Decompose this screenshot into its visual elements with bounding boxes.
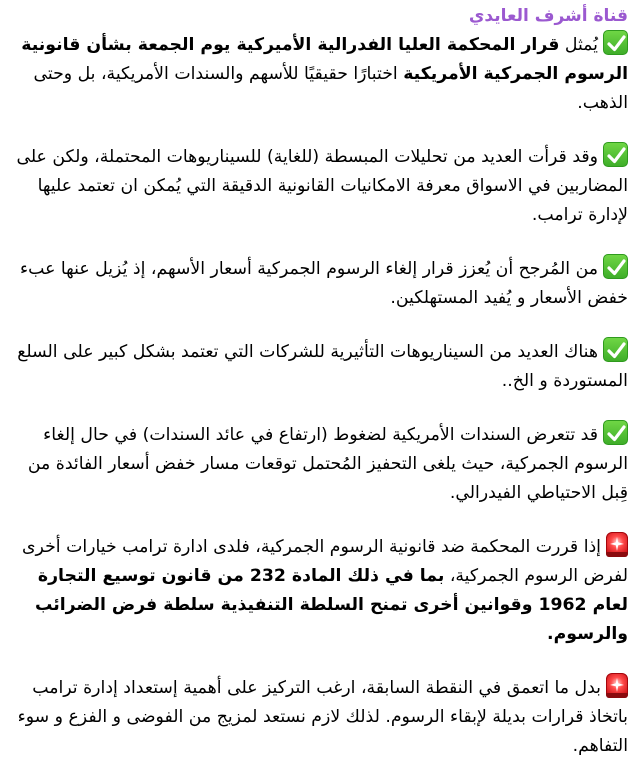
paragraph-text: وقد قرأت العديد من تحليلات المبسطة (للغاية) للسيناريوهات المحتملة، ولكن على المضاربين في الاسواق معرفة الامكانيات القانونية الدقيقة التي يُمكن ان تعتمد عليها لإدارة ترامب. bbox=[16, 147, 628, 225]
check-mark-icon bbox=[603, 254, 628, 279]
message-paragraph-6 bbox=[10, 532, 628, 649]
check-mark-icon bbox=[603, 337, 628, 362]
paragraph-text: من المُرجح أن يُعزز قرار إلغاء الرسوم الجمركية أسعار الأسهم، إذ يُزيل عنها عبء خفض الأسعار و يُفيد المستهلكين. bbox=[20, 259, 628, 308]
siren-icon bbox=[606, 673, 628, 698]
paragraph-text: قد تتعرض السندات الأمريكية لضغوط (ارتفاع في عائد السندات) في حال إلغاء الرسوم الجمركية، حيث يلغى التحفيز المُحتمل توقعات مسار خفض أسعار الفائدة من قِبل الاحتياطي الفيدرالي. bbox=[27, 425, 628, 503]
message-paragraph-4 bbox=[10, 337, 628, 396]
paragraph-text: إذا قررت المحكمة ضد قانونية الرسوم الجمركية، فلدى ادارة ترامب خيارات أخرى لفرض الرسوم الجمركية، bbox=[22, 537, 628, 586]
paragraph-text: اختبارًا حقيقيًا للأسهم والسندات الأمريكية، بل وحتى الذهب. bbox=[33, 64, 628, 113]
message-paragraph-1 bbox=[10, 30, 628, 118]
check-mark-icon bbox=[603, 30, 628, 55]
check-mark-icon bbox=[603, 420, 628, 445]
message-paragraph-2 bbox=[10, 142, 628, 230]
paragraph-text: بدل ما اتعمق في النقطة السابقة، ارغب التركيز على أهمية إستعداد إدارة ترامب باتخاذ قرارات بديلة لإبقاء الرسوم. لذلك لازم نستعد لمزيج من الفوضى و الفزع و سوء التفاهم. bbox=[17, 678, 628, 756]
paragraph-bold-text: بما في ذلك المادة 232 من قانون توسيع التجارة لعام 1962 وقوانين أخرى تمنح السلطة التنفيذية سلطة فرض الضرائب والرسوم. bbox=[34, 566, 628, 644]
message-paragraph-5 bbox=[10, 420, 628, 508]
paragraph-bold-text: قرار المحكمة العليا الفدرالية الأميركية يوم الجمعة بشأن قانونية الرسوم الجمركية الأمريكية bbox=[21, 35, 628, 84]
message-paragraph-3 bbox=[10, 254, 628, 313]
message-paragraph-7 bbox=[10, 673, 628, 761]
paragraph-text: يُمثل bbox=[559, 35, 598, 55]
check-mark-icon bbox=[603, 142, 628, 167]
siren-icon bbox=[606, 532, 628, 557]
paragraph-text: هناك العديد من السيناريوهات التأثيرية للشركات التي تعتمد بشكل كبير على السلع المستوردة و الخ.. bbox=[17, 342, 628, 391]
channel-name[interactable]: قناة أشرف العايدي bbox=[468, 6, 628, 26]
